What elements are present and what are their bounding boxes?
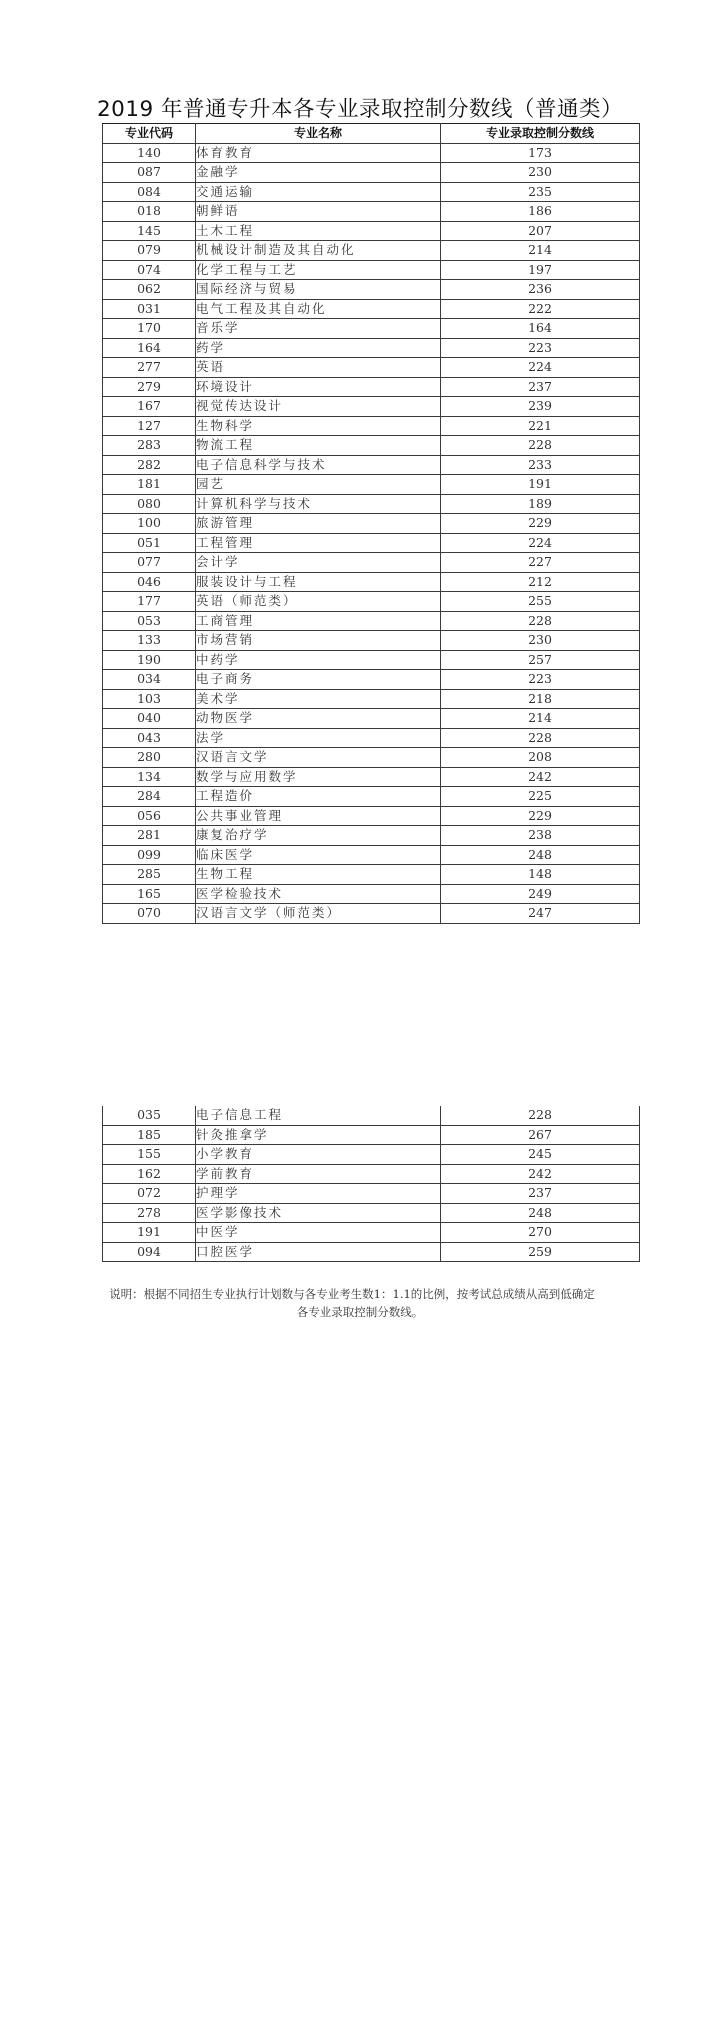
major-code-cell: 177: [103, 592, 196, 612]
table-row: [103, 787, 640, 807]
major-name-cell: 医学检验技术: [196, 884, 441, 904]
cutoff-score-cell: 229: [441, 514, 640, 534]
major-name-cell: 服装设计与工程: [196, 572, 441, 592]
major-name-cell: 金融学: [196, 163, 441, 183]
major-code-cell: 087: [103, 163, 196, 183]
major-name-cell: 美术学: [196, 689, 441, 709]
table-body-part-1: [103, 143, 640, 923]
major-name-cell: 动物医学: [196, 709, 441, 729]
major-code-cell: 181: [103, 475, 196, 495]
table-row: [103, 436, 640, 456]
table-row: [103, 319, 640, 339]
major-code-cell: 134: [103, 767, 196, 787]
cutoff-score-cell: 257: [441, 650, 640, 670]
major-code-cell: 094: [103, 1242, 196, 1262]
major-code-cell: 162: [103, 1164, 196, 1184]
major-name-cell: 英语（师范类）: [196, 592, 441, 612]
major-code-cell: 062: [103, 280, 196, 300]
major-name-cell: 市场营销: [196, 631, 441, 651]
page-title: 2019 年普通专升本各专业录取控制分数线（普通类）: [96, 97, 624, 122]
header-major-name: 专业名称: [196, 124, 441, 144]
major-code-cell: 079: [103, 241, 196, 261]
major-code-cell: 283: [103, 436, 196, 456]
major-name-cell: 音乐学: [196, 319, 441, 339]
major-code-cell: 164: [103, 338, 196, 358]
cutoff-score-cell: 222: [441, 299, 640, 319]
cutoff-score-cell: 242: [441, 1164, 640, 1184]
major-code-cell: 056: [103, 806, 196, 826]
table-body-part-2: [103, 1106, 640, 1262]
major-name-cell: 公共事业管理: [196, 806, 441, 826]
major-name-cell: 医学影像技术: [196, 1203, 441, 1223]
table-row: [103, 221, 640, 241]
major-name-cell: 机械设计制造及其自动化: [196, 241, 441, 261]
cutoff-score-cell: 228: [441, 436, 640, 456]
major-name-cell: 计算机科学与技术: [196, 494, 441, 514]
table-row: [103, 728, 640, 748]
major-code-cell: 080: [103, 494, 196, 514]
table-row: [103, 1145, 640, 1165]
major-code-cell: 185: [103, 1125, 196, 1145]
major-code-cell: 034: [103, 670, 196, 690]
cutoff-score-cell: 191: [441, 475, 640, 495]
cutoff-score-cell: 230: [441, 163, 640, 183]
major-code-cell: 043: [103, 728, 196, 748]
table-row: [103, 1184, 640, 1204]
major-name-cell: 法学: [196, 728, 441, 748]
major-name-cell: 园艺: [196, 475, 441, 495]
major-name-cell: 临床医学: [196, 845, 441, 865]
major-name-cell: 生物工程: [196, 865, 441, 885]
major-code-cell: 282: [103, 455, 196, 475]
cutoff-score-cell: 248: [441, 845, 640, 865]
cutoff-score-cell: 221: [441, 416, 640, 436]
major-code-cell: 077: [103, 553, 196, 573]
cutoff-score-cell: 223: [441, 338, 640, 358]
cutoff-score-cell: 235: [441, 182, 640, 202]
cutoff-score-cell: 228: [441, 728, 640, 748]
major-code-cell: 099: [103, 845, 196, 865]
major-name-cell: 国际经济与贸易: [196, 280, 441, 300]
major-code-cell: 133: [103, 631, 196, 651]
cutoff-score-cell: 223: [441, 670, 640, 690]
cutoff-score-cell: 218: [441, 689, 640, 709]
cutoff-score-cell: 237: [441, 377, 640, 397]
header-cutoff-score: 专业录取控制分数线: [441, 124, 640, 144]
cutoff-score-cell: 233: [441, 455, 640, 475]
major-name-cell: 生物科学: [196, 416, 441, 436]
table-row: [103, 1203, 640, 1223]
cutoff-score-cell: 229: [441, 806, 640, 826]
cutoff-score-cell: 214: [441, 709, 640, 729]
major-name-cell: 工商管理: [196, 611, 441, 631]
cutoff-score-cell: 228: [441, 1106, 640, 1125]
major-name-cell: 环境设计: [196, 377, 441, 397]
major-name-cell: 土木工程: [196, 221, 441, 241]
table-row: [103, 631, 640, 651]
score-table-part-1: [102, 123, 640, 924]
table-row: [103, 845, 640, 865]
cutoff-score-cell: 249: [441, 884, 640, 904]
cutoff-score-cell: 236: [441, 280, 640, 300]
table-row: [103, 358, 640, 378]
major-name-cell: 针灸推拿学: [196, 1125, 441, 1145]
cutoff-score-cell: 164: [441, 319, 640, 339]
major-code-cell: 145: [103, 221, 196, 241]
table-row: [103, 1223, 640, 1243]
score-table-part-2: [102, 1106, 640, 1262]
major-code-cell: 103: [103, 689, 196, 709]
cutoff-score-cell: 255: [441, 592, 640, 612]
cutoff-score-cell: 173: [441, 143, 640, 163]
major-name-cell: 小学教育: [196, 1145, 441, 1165]
major-name-cell: 中医学: [196, 1223, 441, 1243]
major-name-cell: 交通运输: [196, 182, 441, 202]
table-row: [103, 826, 640, 846]
cutoff-score-cell: 148: [441, 865, 640, 885]
major-code-cell: 035: [103, 1106, 196, 1125]
cutoff-score-cell: 247: [441, 904, 640, 924]
table-row: [103, 650, 640, 670]
major-code-cell: 074: [103, 260, 196, 280]
table-row: [103, 377, 640, 397]
table-row: [103, 260, 640, 280]
major-name-cell: 药学: [196, 338, 441, 358]
major-name-cell: 电气工程及其自动化: [196, 299, 441, 319]
table-row: [103, 143, 640, 163]
table-header-row: [103, 124, 640, 144]
table-row: [103, 592, 640, 612]
major-name-cell: 汉语言文学: [196, 748, 441, 768]
major-code-cell: 155: [103, 1145, 196, 1165]
major-name-cell: 电子商务: [196, 670, 441, 690]
cutoff-score-cell: 248: [441, 1203, 640, 1223]
table-row: [103, 299, 640, 319]
major-name-cell: 体育教育: [196, 143, 441, 163]
major-name-cell: 工程造价: [196, 787, 441, 807]
table-row: [103, 553, 640, 573]
major-code-cell: 278: [103, 1203, 196, 1223]
major-code-cell: 084: [103, 182, 196, 202]
cutoff-score-cell: 208: [441, 748, 640, 768]
table-row: [103, 397, 640, 417]
major-code-cell: 281: [103, 826, 196, 846]
table-row: [103, 767, 640, 787]
table-row: [103, 241, 640, 261]
table-row: [103, 182, 640, 202]
major-name-cell: 康复治疗学: [196, 826, 441, 846]
major-name-cell: 口腔医学: [196, 1242, 441, 1262]
major-name-cell: 朝鲜语: [196, 202, 441, 222]
cutoff-score-cell: 186: [441, 202, 640, 222]
major-name-cell: 数学与应用数学: [196, 767, 441, 787]
cutoff-score-cell: 212: [441, 572, 640, 592]
major-code-cell: 031: [103, 299, 196, 319]
major-code-cell: 285: [103, 865, 196, 885]
major-name-cell: 英语: [196, 358, 441, 378]
table-row: [103, 514, 640, 534]
table-row: [103, 572, 640, 592]
cutoff-score-cell: 207: [441, 221, 640, 241]
note-line-2: 各专业录取控制分数线。: [296, 1305, 424, 1319]
table-row: [103, 494, 640, 514]
table-row: [103, 338, 640, 358]
cutoff-score-cell: 197: [441, 260, 640, 280]
table-row: [103, 280, 640, 300]
major-code-cell: 170: [103, 319, 196, 339]
cutoff-score-cell: 224: [441, 533, 640, 553]
major-code-cell: 100: [103, 514, 196, 534]
major-code-cell: 191: [103, 1223, 196, 1243]
major-code-cell: 051: [103, 533, 196, 553]
cutoff-score-cell: 225: [441, 787, 640, 807]
major-name-cell: 护理学: [196, 1184, 441, 1204]
cutoff-score-cell: 230: [441, 631, 640, 651]
table-row: [103, 709, 640, 729]
major-code-cell: 277: [103, 358, 196, 378]
table-row: [103, 202, 640, 222]
major-code-cell: 018: [103, 202, 196, 222]
cutoff-score-cell: 270: [441, 1223, 640, 1243]
major-code-cell: 040: [103, 709, 196, 729]
note-line-1: 说明：根据不同招生专业执行计划数与各专业考生数1：1.1的比例，按考试总成绩从高到低确定: [109, 1287, 595, 1301]
major-code-cell: 127: [103, 416, 196, 436]
major-code-cell: 190: [103, 650, 196, 670]
major-name-cell: 中药学: [196, 650, 441, 670]
major-name-cell: 化学工程与工艺: [196, 260, 441, 280]
table-row: [103, 904, 640, 924]
major-code-cell: 284: [103, 787, 196, 807]
table-row: [103, 884, 640, 904]
major-name-cell: 物流工程: [196, 436, 441, 456]
table-row: [103, 416, 640, 436]
major-code-cell: 140: [103, 143, 196, 163]
major-code-cell: 280: [103, 748, 196, 768]
cutoff-score-cell: 267: [441, 1125, 640, 1145]
major-name-cell: 会计学: [196, 553, 441, 573]
major-code-cell: 167: [103, 397, 196, 417]
cutoff-score-cell: 228: [441, 611, 640, 631]
table-row: [103, 865, 640, 885]
major-code-cell: 279: [103, 377, 196, 397]
table-row: [103, 163, 640, 183]
cutoff-score-cell: 238: [441, 826, 640, 846]
major-name-cell: 汉语言文学（师范类）: [196, 904, 441, 924]
header-major-code: 专业代码: [103, 124, 196, 144]
table-row: [103, 1106, 640, 1125]
table-row: [103, 611, 640, 631]
table-row: [103, 1242, 640, 1262]
table-row: [103, 1164, 640, 1184]
cutoff-score-cell: 237: [441, 1184, 640, 1204]
table-row: [103, 455, 640, 475]
major-name-cell: 工程管理: [196, 533, 441, 553]
cutoff-score-cell: 239: [441, 397, 640, 417]
major-code-cell: 046: [103, 572, 196, 592]
cutoff-score-cell: 214: [441, 241, 640, 261]
table-row: [103, 475, 640, 495]
table-row: [103, 748, 640, 768]
major-code-cell: 053: [103, 611, 196, 631]
table-row: [103, 533, 640, 553]
table-row: [103, 1125, 640, 1145]
major-name-cell: 旅游管理: [196, 514, 441, 534]
cutoff-score-cell: 189: [441, 494, 640, 514]
major-name-cell: 电子信息科学与技术: [196, 455, 441, 475]
cutoff-score-cell: 227: [441, 553, 640, 573]
cutoff-score-cell: 224: [441, 358, 640, 378]
major-code-cell: 072: [103, 1184, 196, 1204]
table-row: [103, 689, 640, 709]
major-name-cell: 学前教育: [196, 1164, 441, 1184]
cutoff-score-cell: 245: [441, 1145, 640, 1165]
major-name-cell: 电子信息工程: [196, 1106, 441, 1125]
major-code-cell: 070: [103, 904, 196, 924]
cutoff-score-cell: 259: [441, 1242, 640, 1262]
table-row: [103, 670, 640, 690]
cutoff-score-cell: 242: [441, 767, 640, 787]
major-name-cell: 视觉传达设计: [196, 397, 441, 417]
table-row: [103, 806, 640, 826]
major-code-cell: 165: [103, 884, 196, 904]
